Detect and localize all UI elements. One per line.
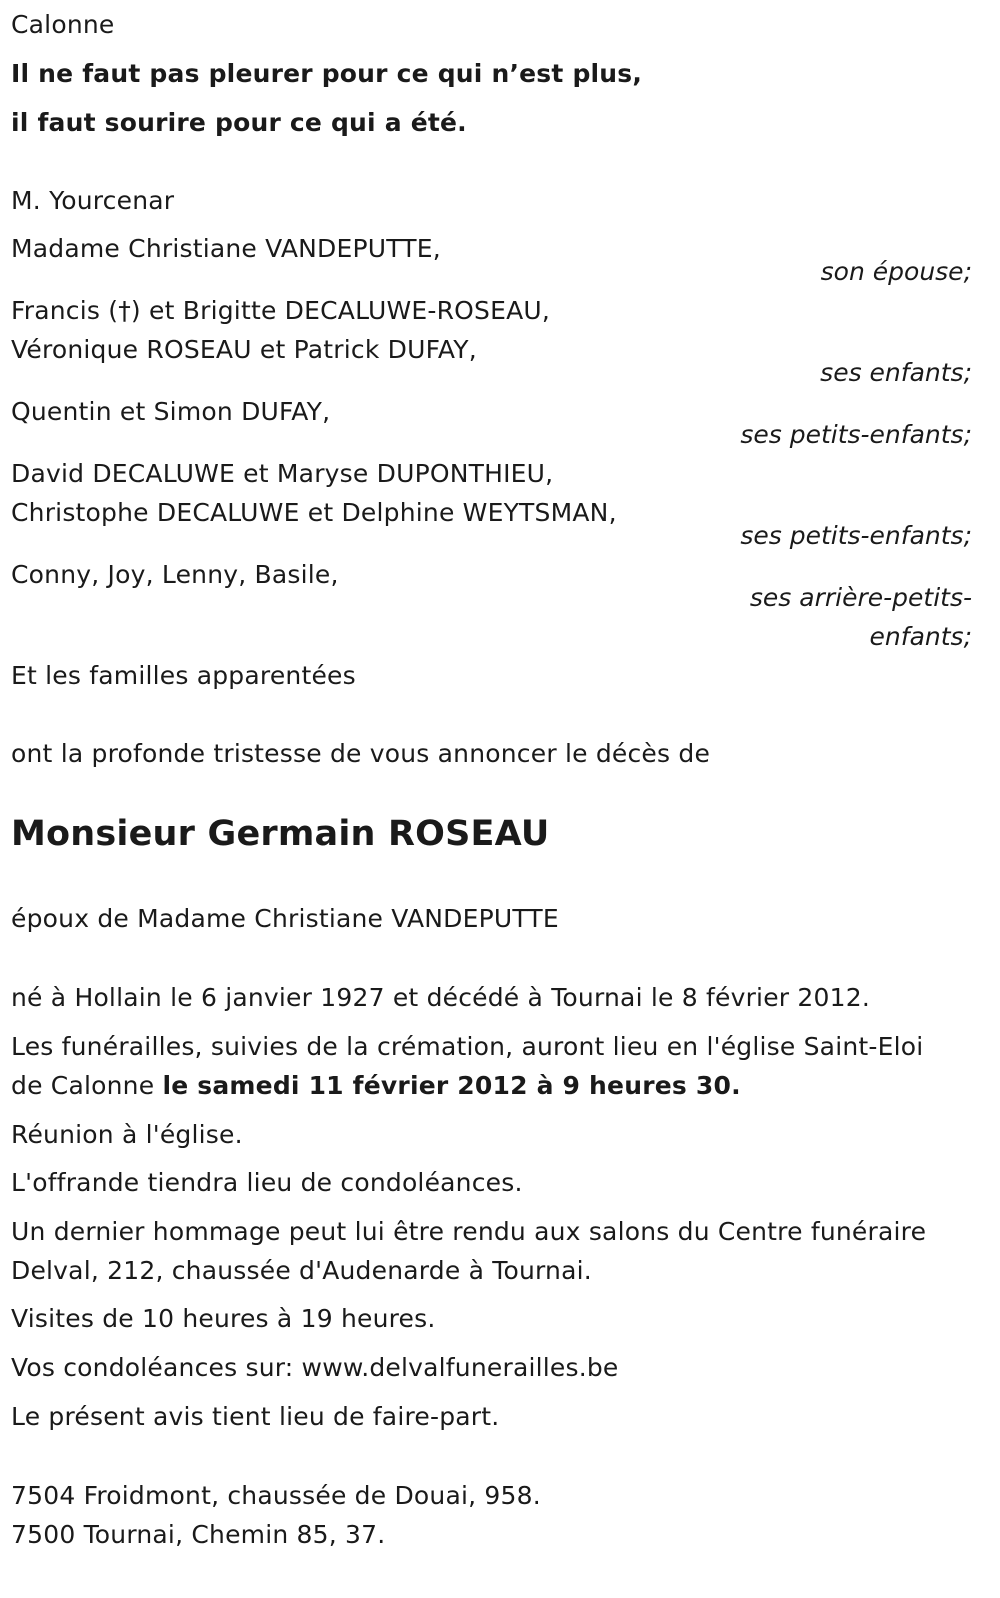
spouse-of: époux de Madame Christiane VANDEPUTTE bbox=[11, 904, 559, 933]
grandchildren-2a: David DECALUWE et Maryse DUPONTHIEU, bbox=[11, 459, 554, 488]
funeral-line-2-prefix: de Calonne bbox=[11, 1071, 163, 1100]
grandchildren-1-role: ses petits-enfants; bbox=[740, 420, 972, 449]
deceased-name: Monsieur Germain ROSEAU bbox=[11, 814, 550, 854]
grandchildren-2-role: ses petits-enfants; bbox=[740, 521, 972, 550]
grandchildren-2b: Christophe DECALUWE et Delphine WEYTSMAN, bbox=[11, 498, 617, 527]
offering: L'offrande tiendra lieu de condoléances. bbox=[11, 1168, 523, 1197]
announcement: ont la profonde tristesse de vous annoncer le décès de bbox=[11, 739, 711, 768]
address-1: 7504 Froidmont, chaussée de Douai, 958. bbox=[11, 1481, 541, 1510]
location: Calonne bbox=[11, 10, 115, 39]
quote-author: M. Yourcenar bbox=[11, 186, 175, 215]
children-role: ses enfants; bbox=[820, 358, 972, 387]
great-grandchildren: Conny, Joy, Lenny, Basile, bbox=[11, 560, 339, 589]
notice: Le présent avis tient lieu de faire-part. bbox=[11, 1402, 500, 1431]
visits: Visites de 10 heures à 19 heures. bbox=[11, 1304, 436, 1333]
funeral-line-2 bbox=[11, 1071, 741, 1101]
quote-line-1: Il ne faut pas pleurer pour ce qui n’est plus, bbox=[11, 59, 643, 88]
spouse-role: son épouse; bbox=[820, 257, 972, 286]
related-families: Et les familles apparentées bbox=[11, 661, 356, 690]
grandchildren-1: Quentin et Simon DUFAY, bbox=[11, 397, 331, 426]
birth-death: né à Hollain le 6 janvier 1927 et décédé à Tournai le 8 février 2012. bbox=[11, 983, 870, 1012]
child-2: Véronique ROSEAU et Patrick DUFAY, bbox=[11, 335, 477, 364]
child-1: Francis (†) et Brigitte DECALUWE-ROSEAU, bbox=[11, 296, 551, 325]
condolences: Vos condoléances sur: www.delvalfunerailles.be bbox=[11, 1353, 619, 1382]
spouse-name: Madame Christiane VANDEPUTTE, bbox=[11, 234, 441, 263]
great-grandchildren-role-2: enfants; bbox=[869, 622, 972, 651]
great-grandchildren-role-1: ses arrière-petits- bbox=[749, 583, 972, 612]
tribute-line-2: Delval, 212, chaussée d'Audenarde à Tournai. bbox=[11, 1256, 592, 1285]
address-2: 7500 Tournai, Chemin 85, 37. bbox=[11, 1520, 386, 1549]
quote-line-2: il faut sourire pour ce qui a été. bbox=[11, 108, 467, 137]
tribute-line-1: Un dernier hommage peut lui être rendu aux salons du Centre funéraire bbox=[11, 1217, 927, 1246]
meeting: Réunion à l'église. bbox=[11, 1120, 243, 1149]
funeral-line-1: Les funérailles, suivies de la crémation, auront lieu en l'église Saint-Eloi bbox=[11, 1032, 924, 1061]
funeral-date: le samedi 11 février 2012 à 9 heures 30. bbox=[162, 1071, 741, 1100]
